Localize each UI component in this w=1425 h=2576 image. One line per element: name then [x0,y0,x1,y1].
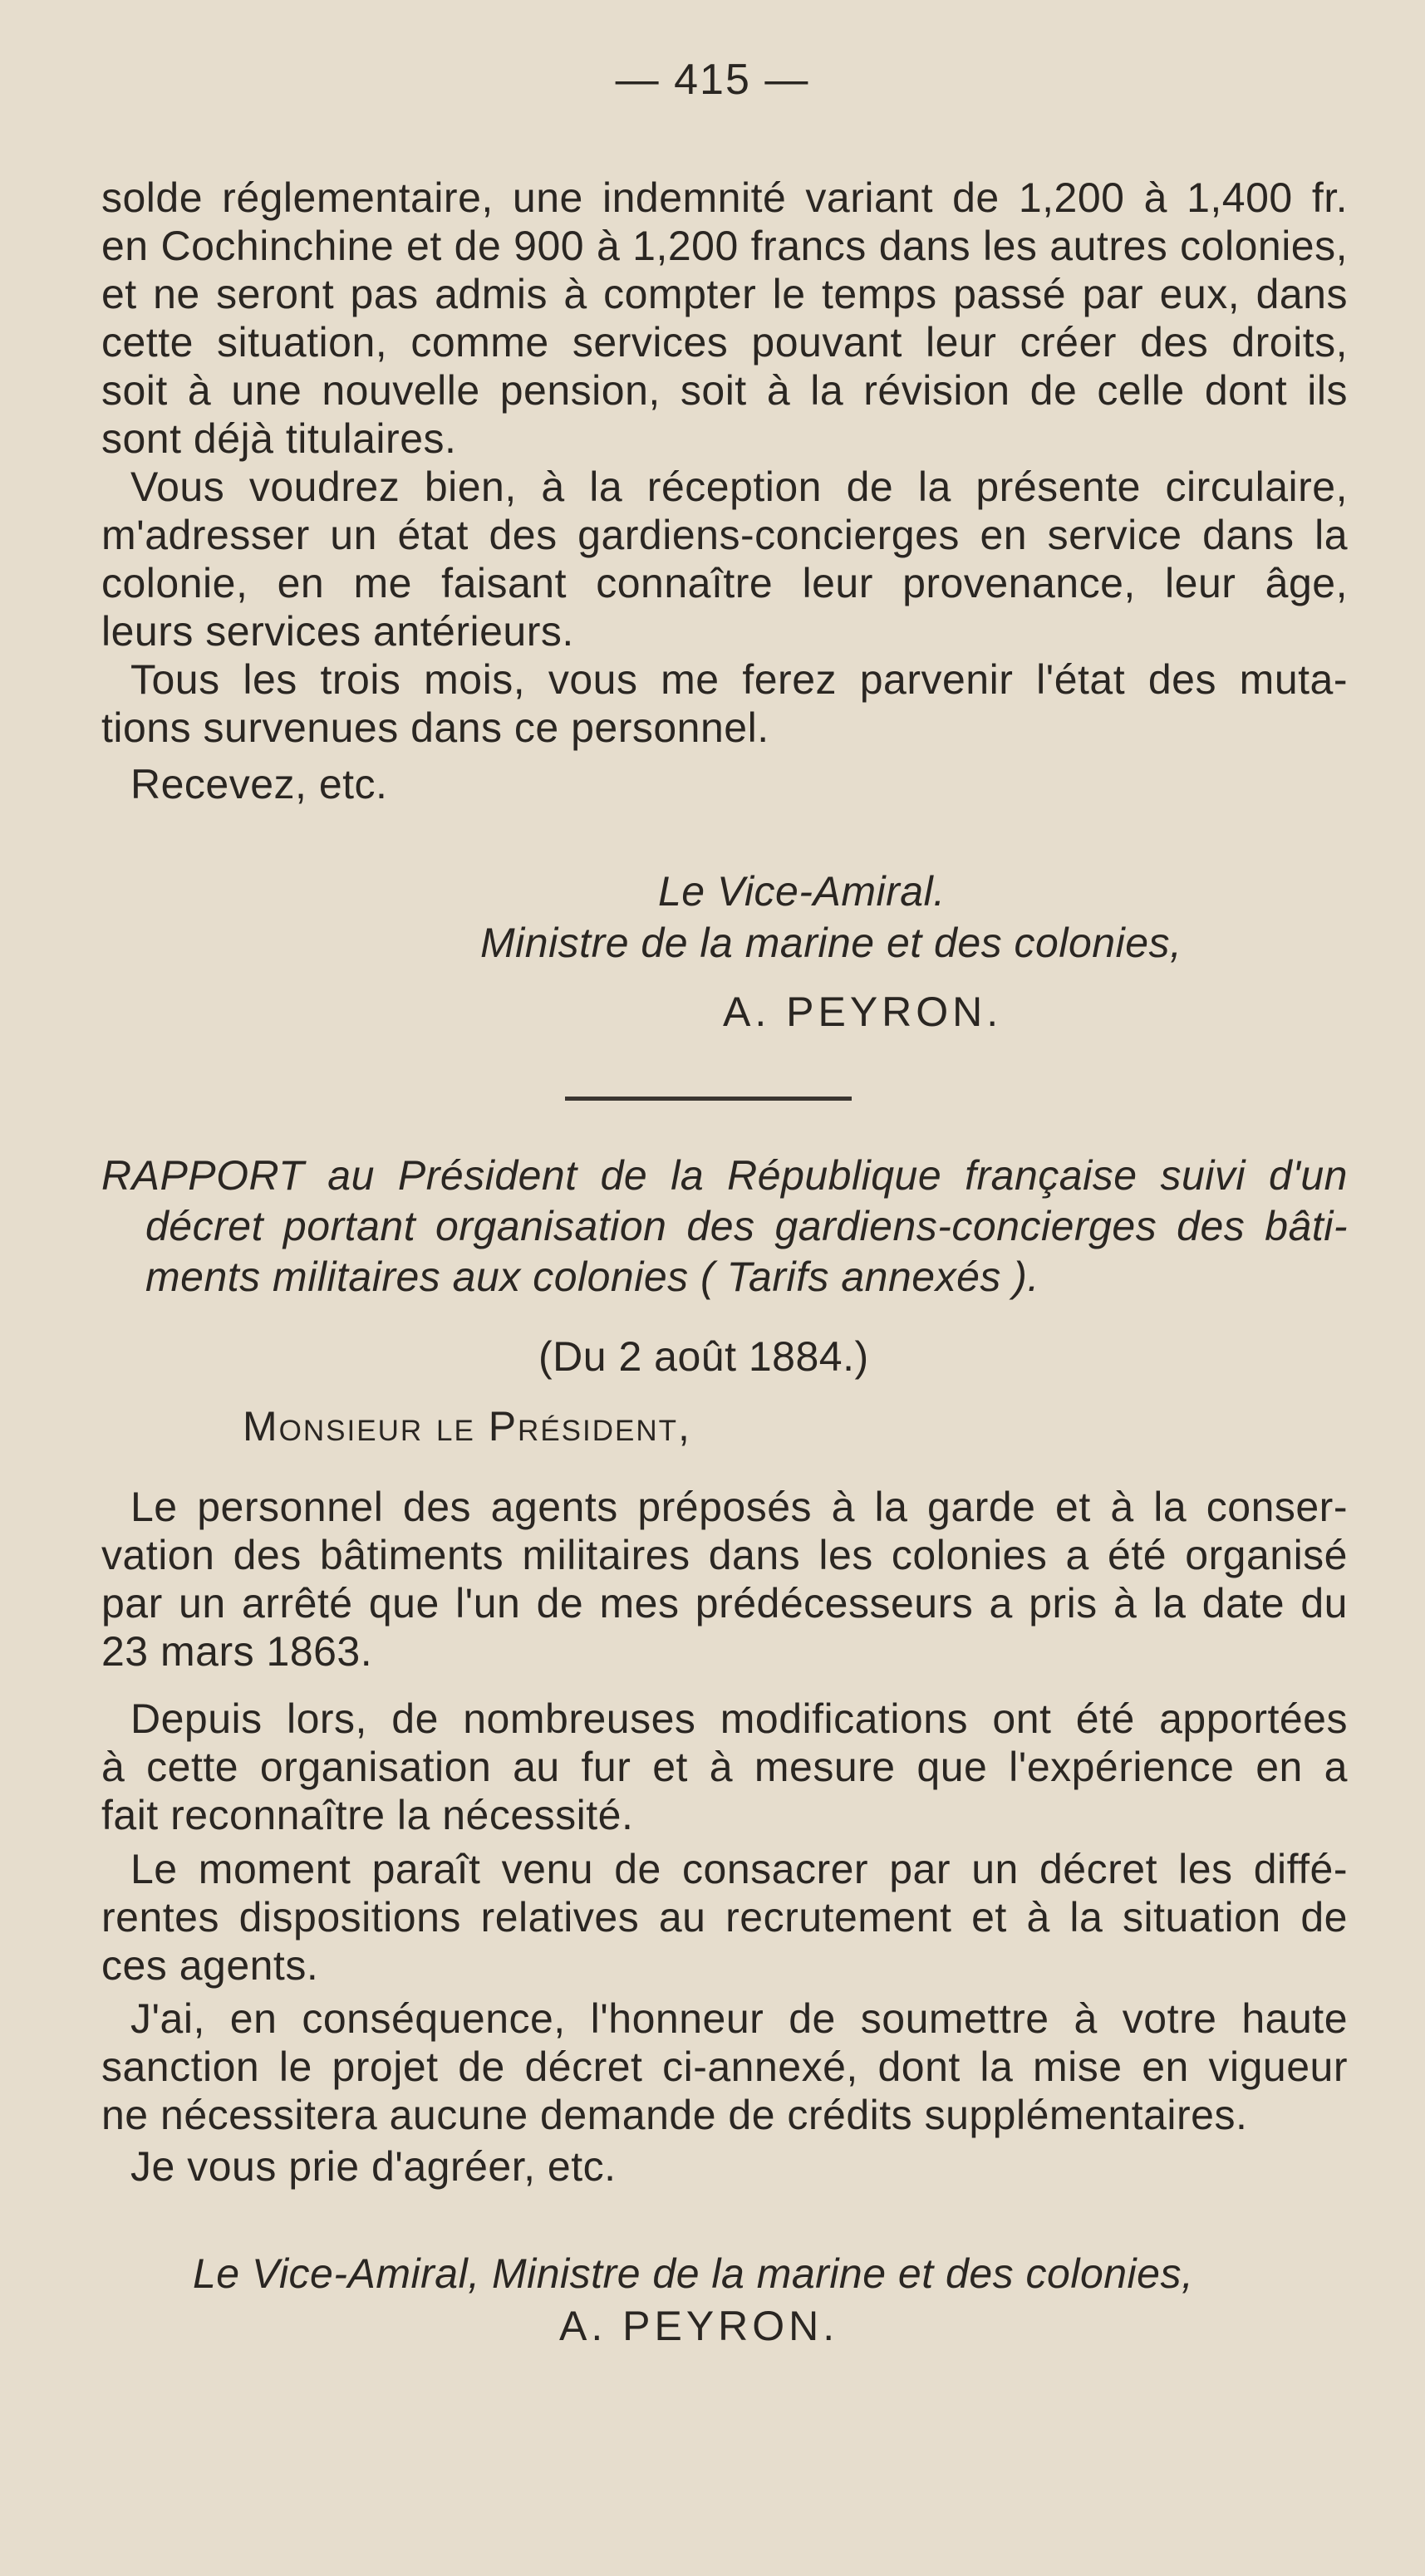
report-heading-line: ments militaires aux colonies ( Tarifs annexés ). [145,1254,1039,1300]
text-line: leurs services antérieurs. [101,608,574,655]
text-line: rentes dispositions relatives au recrutement et à la situation de [101,1894,1348,1941]
text-line: Le moment paraît venu de consacrer par un décret les diffé- [130,1846,1348,1892]
text-line: par un arrêté que l'un de mes prédécesseurs a pris à la date du [101,1580,1348,1627]
text-line: à cette organisation au fur et à mesure que l'expérience en a [101,1744,1348,1790]
text-line: 23 mars 1863. [101,1628,373,1675]
text-line: ne nécessitera aucune demande de crédits supplémentaires. [101,2092,1248,2138]
signature-role: Ministre de la marine et des colonies, [480,920,1182,966]
signature-name: A. PEYRON. [723,989,1003,1035]
text-line: Vous voudrez bien, à la réception de la présente circulaire, [130,464,1348,510]
text-line: colonie, en me faisant connaître leur provenance, leur âge, [101,560,1348,606]
salutation: Monsieur le Président, [243,1403,691,1450]
text-line: et ne seront pas admis à compter le temps passé par eux, dans [101,271,1348,317]
text-line: cette situation, comme services pouvant leur créer des droits, [101,319,1348,366]
signature-title: Le Vice-Amiral. [658,868,946,915]
report-date: (Du 2 août 1884.) [538,1333,869,1380]
text-line: sont déjà titulaires. [101,415,457,462]
section-divider [565,1097,852,1101]
report-signature-name: A. PEYRON. [559,2303,839,2349]
text-line: J'ai, en conséquence, l'honneur de soumettre à votre haute [130,1995,1348,2042]
text-line: fait reconnaître la nécessité. [101,1792,634,1838]
text-line: m'adresser un état des gardiens-concierges en service dans la [101,512,1348,558]
report-heading-line: décret portant organisation des gardiens-concierges des bâti- [145,1203,1348,1249]
text-line: solde réglementaire, une indemnité variant de 1,200 à 1,400 fr. [101,174,1348,221]
text-line: vation des bâtiments militaires dans les colonies a été organisé [101,1532,1348,1578]
text-line: sanction le projet de décret ci-annexé, dont la mise en vigueur [101,2044,1348,2090]
text-line: Je vous prie d'agréer, etc. [130,2143,617,2190]
text-line: ces agents. [101,1942,319,1989]
text-line: soit à une nouvelle pension, soit à la révision de celle dont ils [101,367,1348,414]
text-line: Depuis lors, de nombreuses modifications ont été apportées [130,1695,1348,1742]
report-signature-line: Le Vice-Amiral, Ministre de la marine et des colonies, [193,2250,1194,2297]
text-line: tions survenues dans ce personnel. [101,704,769,751]
text-line: Recevez, etc. [130,761,388,807]
report-heading-line: RAPPORT au Président de la République française suivi d'un [101,1152,1348,1199]
text-line: en Cochinchine et de 900 à 1,200 francs dans les autres colonies, [101,223,1348,269]
page-number: — 415 — [615,56,810,104]
text-line: Le personnel des agents préposés à la garde et à la conser- [130,1484,1348,1530]
text-line: Tous les trois mois, vous me ferez parvenir l'état des muta- [130,656,1348,703]
